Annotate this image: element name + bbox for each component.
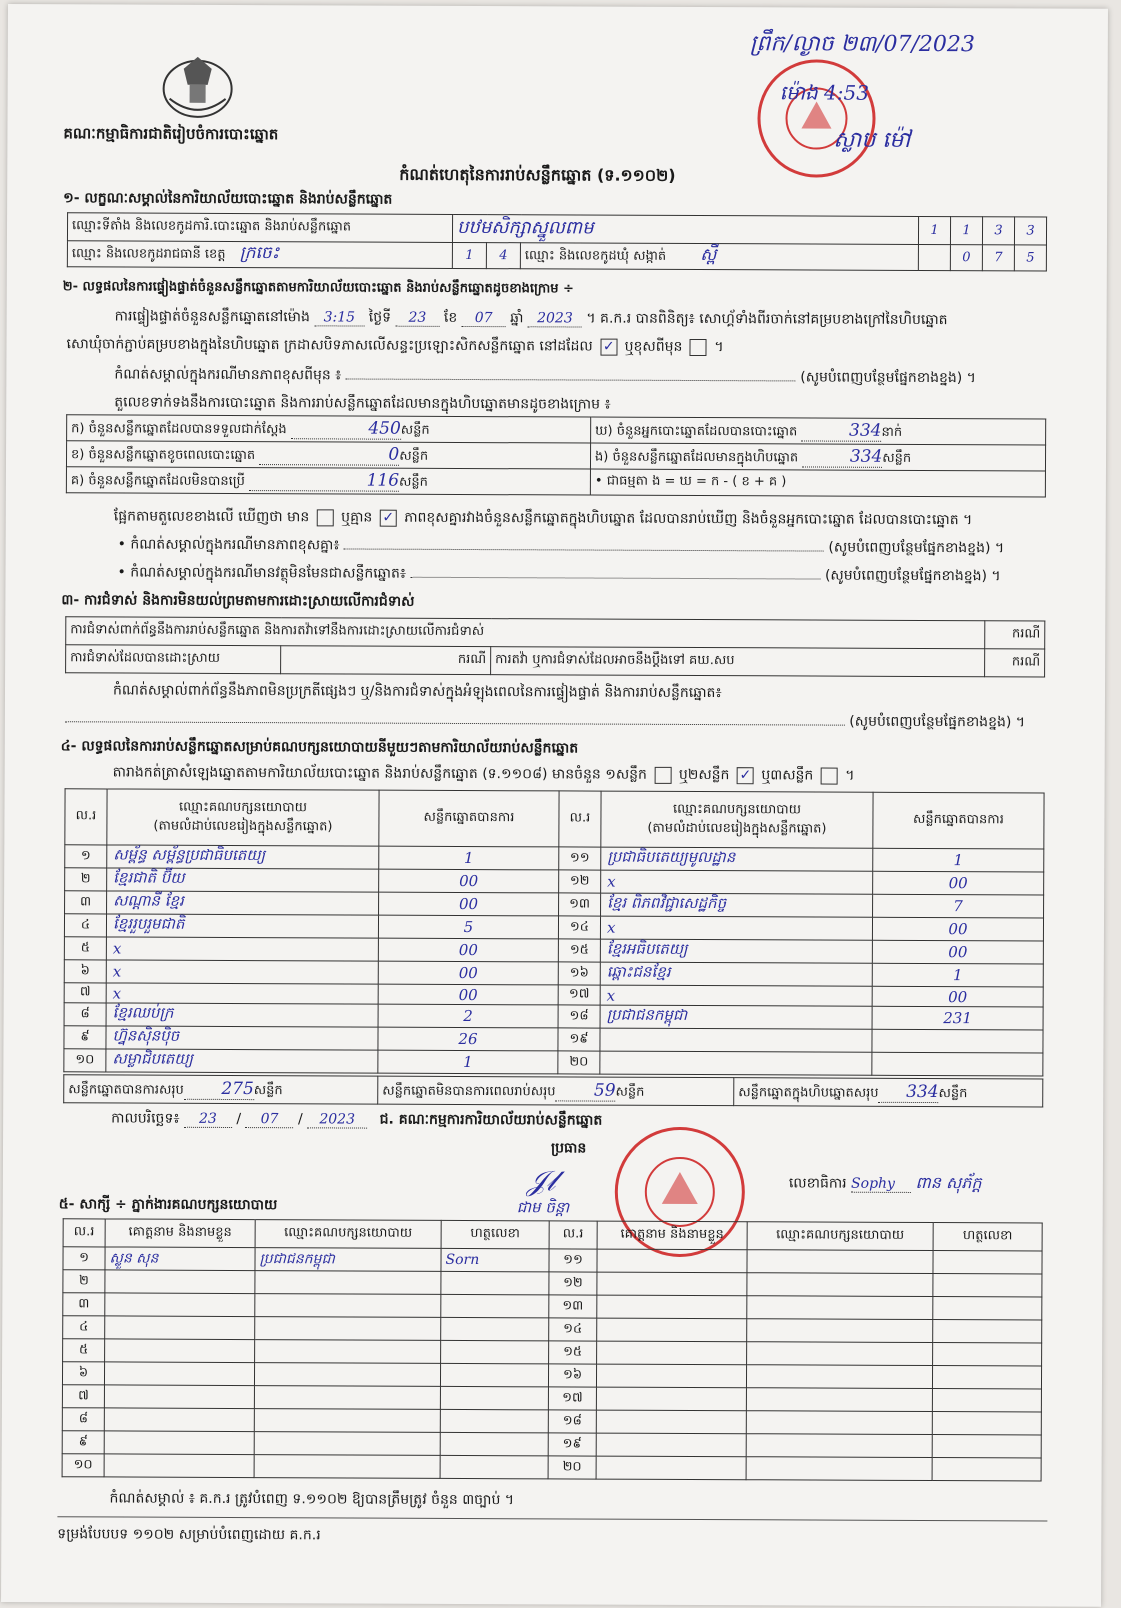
footer-note: កំណត់សម្គាល់ ៖ គ.ក.រ ត្រូវបំពេញ ទ.១១០២ ឱ្យបានត្រឹមត្រូវ ចំនួន ៣ច្បាប់ ។ (109, 1490, 515, 1509)
bullet-object (117, 562, 1000, 587)
count-formula: • ជាធម្មតា ង = ឃ = ក - ( ខ + គ ) (590, 469, 1045, 497)
witness-signature (933, 1320, 1042, 1343)
objection-case-1: ករណី (985, 621, 1045, 649)
total-invalid-label: សន្លឹកឆ្នោតមិនបានការពេលរាប់សរុប (382, 1083, 556, 1099)
results-party: ប្រជាជនកម្ពុជា (600, 1005, 872, 1029)
witness-name (104, 1362, 254, 1386)
results-col-party-left: ឈ្មោះគណបក្សនយោបាយ (តាមលំដាប់លេខរៀងក្នុងសន្លឹកឆ្នោត) (107, 789, 379, 846)
witness-col-party-right: ឈ្មោះគណបក្សនយោបាយ (747, 1222, 933, 1251)
received-time: ម៉ោង 4:53 (779, 80, 870, 105)
count-d (591, 417, 1046, 445)
witness-party (746, 1434, 932, 1458)
count-c-value: 116 (249, 470, 399, 492)
results-no: ១២ (559, 870, 601, 893)
witness-name (105, 1339, 255, 1363)
results-totals (63, 1074, 1043, 1107)
difference-note-label: កំណត់សម្គាល់ក្នុងករណីមានភាពខុសពីមុន ៖ (114, 366, 342, 384)
section2-heading: ២- លទ្ធផលនៃការផ្ទៀងផ្ទាត់ចំនួនសន្លឹកឆ្នោតតាមការិយាល័យបោះឆ្នោត និងរាប់សន្លឹកឆ្នោតដូចខាងក្រោម ÷ (62, 279, 574, 297)
results-no: ១៥ (558, 939, 600, 962)
witness-name (105, 1316, 255, 1340)
total-invalid-value: 59 (556, 1080, 616, 1101)
province-label: ឈ្មោះ និងលេខកូដរាជធានី ខេត្ត (71, 246, 226, 262)
commune-label: ឈ្មោះ និងលេខកូដឃុំ សង្កាត់ (524, 248, 667, 264)
witness-name (596, 1410, 746, 1434)
date-label: កាលបរិច្ឆេទ៖ (111, 1110, 180, 1127)
irregularity-fill-line (65, 708, 1025, 733)
results-votes: 26 (378, 1027, 558, 1051)
official-stamp-top (757, 59, 876, 178)
results-party: ខ្មែររួបរួមជាតិ (106, 914, 378, 938)
results-party: ខ្មែរ ពិភពវិជ្ជាសេដ្ឋកិច្ច (601, 893, 873, 917)
total-box-unit: សន្លឹក (938, 1085, 968, 1101)
secretary-name: ពាន សុភ័ក្ត (915, 1172, 982, 1193)
commune-code-1: 0 (950, 245, 982, 271)
results-table (63, 788, 1044, 1076)
different-label: ឬខុសពីមុន (624, 338, 683, 355)
verification-time: 3:15 (314, 309, 364, 326)
objection-case-3: ករណី (985, 649, 1045, 677)
difference-text: ភាពខុសគ្នារវាងចំនួនសន្លឹកឆ្នោតក្នុងហិបឆ្នោត ដែលបានរាប់ឃើញ និងចំនួនអ្នកបោះឆ្នោត ដែលបានបោះឆ្នោត ។ (404, 509, 973, 529)
results-votes: 00 (379, 869, 559, 893)
footer-divider (57, 1516, 1047, 1521)
difference-has-label: ផ្អែកតាមតួលេខខាងលើ ឃើញថា មាន (113, 508, 310, 526)
secretary-signature: Sophy (851, 1176, 911, 1193)
witness-col-no-right: ល.រ (549, 1221, 597, 1249)
witness-name (597, 1295, 747, 1319)
results-votes: 5 (378, 915, 558, 939)
date-day: 23 (184, 1111, 232, 1128)
results-party: សម្ព័ន្ធ សម្ព័ន្ធប្រជាធិបតេយ្យ (107, 845, 379, 869)
witness-party (254, 1386, 440, 1410)
results-party: ហ្វ៊ុនស៊ិនប៉ិច (106, 1026, 378, 1050)
witness-signature (441, 1294, 549, 1317)
witness-no: ១៤ (549, 1318, 597, 1341)
total-box-label: សន្លឹកឆ្នោតក្នុងហិបឆ្នោតសរុប (738, 1084, 879, 1101)
objection-case-2: ករណី (281, 646, 491, 675)
witness-table (62, 1218, 1043, 1481)
witness-col-no-left: ល.រ (63, 1219, 105, 1247)
witness-party (747, 1273, 933, 1297)
section4-intro-text: តារាងកត់ត្រាសំឡេងឆ្នោតតាមការិយាល័យបោះឆ្នោត និងរាប់សន្លឹកឆ្នោត (ទ.១១០៨) មានចំនួន ១សន្លឹក (112, 764, 648, 783)
one-sheet-checkbox[interactable] (654, 766, 671, 783)
witness-party (254, 1432, 440, 1456)
results-no: ៣ (65, 891, 107, 914)
witness-name (596, 1387, 746, 1411)
results-no: ៥ (64, 937, 106, 960)
secretary-line (789, 1171, 982, 1196)
witness-name (597, 1272, 747, 1296)
results-no: ១៦ (558, 962, 600, 985)
no-difference-label: ឬគ្មាន (341, 509, 373, 526)
witness-signature (932, 1458, 1041, 1481)
witness-signature (933, 1297, 1042, 1320)
seal-text: សោឃុំចាក់ភ្ជាប់គម្របខាងក្នុងនៃហិបឆ្នោត ក្រដាសបិទភាសលើសន្ទះប្រឡោះសិកសន្លឹកឆ្នោត នៅដដែល (66, 336, 593, 355)
results-votes: 00 (378, 984, 558, 1005)
witness-no: ១៨ (548, 1410, 596, 1433)
witness-name (104, 1408, 254, 1432)
witness-no: ២០ (548, 1456, 596, 1479)
witness-name (596, 1433, 746, 1457)
irregularity-fill: (សូមបំពេញបន្ថែមផ្នែកខាងខ្នង) ។ (849, 713, 1026, 731)
witness-name (597, 1341, 747, 1365)
witness-signature (440, 1386, 548, 1409)
witness-signature (933, 1251, 1042, 1274)
results-party: x (601, 870, 873, 894)
three-sheet-label: ឬ៣សន្លឹក (761, 767, 814, 784)
count-c-unit: សន្លឹក (399, 474, 428, 490)
objection-row1: ការជំទាស់ពាក់ព័ន្ធនឹងការរាប់សន្លឹកឆ្នោត និងការតវ៉ាទៅនឹងការដោះស្រាយលើការជំទាស់ (66, 617, 985, 649)
count-d-unit: នាក់ (881, 424, 903, 440)
section1-heading: ១- លក្ខណៈសម្គាល់នៃការិយាល័យបោះឆ្នោត និងរាប់សន្លឹកឆ្នោត (63, 190, 393, 208)
witness-signature (441, 1271, 549, 1294)
count-a-label: ក) ចំនួនសន្លឹកឆ្នោតដែលបានទទួលជាក់ស្តែង (71, 420, 287, 437)
committee-name: គណៈកម្មាធិការជាតិរៀបចំការបោះឆ្នោត (63, 124, 279, 144)
results-no: ១៣ (559, 893, 601, 916)
witness-signature (932, 1412, 1041, 1435)
witness-signature (440, 1455, 548, 1478)
witness-no: ៩ (62, 1431, 104, 1454)
bullet-difference-fill: (សូមបំពេញបន្ថែមផ្នែកខាងខ្នង) ។ (828, 539, 1005, 557)
count-c (66, 467, 590, 495)
results-col-party-right: ឈ្មោះគណបក្សនយោបាយ (តាមលំដាប់លេខរៀងក្នុងសន្លឹកឆ្នោត) (601, 791, 873, 848)
section4-heading: ៤- លទ្ធផលនៃការរាប់សន្លឹកឆ្នោតសម្រាប់គណបក្សនយោបាយនីមួយៗតាមការិយាល័យរាប់សន្លឹកឆ្នោត (60, 738, 579, 757)
witness-no: ២ (63, 1270, 105, 1293)
results-no: ១៤ (558, 916, 600, 939)
witness-party (255, 1340, 441, 1364)
document-sheet (1, 4, 1108, 1607)
same-checkbox[interactable]: ✓ (600, 338, 617, 355)
verification-month: 07 (462, 310, 506, 327)
difference-line (114, 506, 973, 531)
count-a-value: 450 (291, 418, 401, 439)
witness-signature (933, 1274, 1042, 1297)
secretary-label: លេខាធិការ (788, 1175, 847, 1192)
witness-name (596, 1456, 746, 1480)
witness-no: ១៥ (549, 1341, 597, 1364)
location-code-4: 3 (1014, 217, 1046, 245)
witness-no: ១២ (549, 1272, 597, 1295)
witness-party: ប្រជាជនកម្ពុជា (255, 1248, 441, 1272)
form-title: កំណត់ហេតុនៃការរាប់សន្លឹកឆ្នោត (ទ.១១០២) (399, 164, 676, 185)
province-code-1: 1 (452, 242, 486, 268)
witness-no: ១០ (62, 1454, 104, 1477)
witness-no: ៤ (63, 1316, 105, 1339)
results-party: ប្រជាធិបតេយ្យមូលដ្ឋាន (601, 847, 873, 871)
results-row (64, 1049, 1043, 1076)
bullet-difference (118, 534, 1005, 559)
counts-intro: តួលេខទាក់ទងនឹងការបោះឆ្នោត និងការរាប់សន្លឹកឆ្នោតដែលមានក្នុងហិបឆ្នោតមានដូចខាងក្រោម ៖ (114, 394, 611, 413)
witness-col-party-left: ឈ្មោះគណបក្សនយោបាយ (255, 1220, 441, 1249)
results-votes: 00 (872, 940, 1043, 964)
commune-code-3: 5 (1014, 245, 1046, 271)
witness-signature (440, 1363, 548, 1386)
results-party: x (600, 916, 872, 940)
witness-signature (440, 1409, 548, 1432)
count-c-label: គ) ចំនួនសន្លឹកឆ្នោតដែលមិនបានប្រើ (70, 472, 245, 489)
witness-row (62, 1454, 1041, 1481)
witness-signature (933, 1343, 1042, 1366)
results-party: x (600, 985, 872, 1006)
chair-signature: 𝒥𝓁 (526, 1164, 556, 1198)
national-emblem-icon (155, 49, 239, 121)
results-no: ៩ (64, 1026, 106, 1049)
form-footer: ទម្រង់បែបបទ ១១០២ សម្រាប់បំពេញដោយ គ.ក.រ (57, 1526, 321, 1544)
witness-col-sign-right: ហត្ថលេខា (933, 1223, 1042, 1251)
results-col-votes-right: សន្លឹកឆ្នោតបានការ (873, 792, 1044, 849)
day-label: ថ្ងៃទី (368, 309, 392, 326)
results-party (600, 1051, 872, 1075)
verification-text: ការផ្ទៀងផ្ទាត់ចំនួនសន្លឹកឆ្នោតនៅម៉ោង (114, 308, 310, 326)
date-month: 07 (246, 1111, 294, 1128)
results-no: ៨ (64, 1003, 106, 1026)
witness-name (597, 1249, 747, 1273)
witness-signature (440, 1432, 548, 1455)
results-no: ១១ (559, 847, 601, 870)
results-party: x (106, 983, 378, 1004)
witness-signature (441, 1340, 549, 1363)
location-code-1: 1 (918, 216, 950, 244)
results-col-no-right: ល.រ (559, 791, 601, 847)
count-b-unit: សន្លឹក (399, 448, 429, 464)
year-label: ឆ្នាំ (510, 310, 524, 327)
count-e-unit: សន្លឹក (882, 450, 912, 466)
witness-col-name-left: គោត្តនាម និងនាមខ្លួន (105, 1219, 255, 1248)
results-no: ១៨ (558, 1005, 600, 1028)
total-valid-value: 275 (184, 1078, 254, 1099)
witness-no: ១៦ (548, 1364, 596, 1387)
verification-year: 2023 (528, 310, 582, 327)
witness-name (104, 1385, 254, 1409)
results-party: សណ្តានី ខ្មែរ (107, 891, 379, 915)
chair-label: ប្រធាន (550, 1140, 587, 1157)
witness-name (105, 1270, 255, 1294)
witness-party (746, 1457, 932, 1481)
results-votes: 1 (379, 846, 559, 870)
results-votes: 2 (378, 1004, 558, 1028)
witness-party (254, 1363, 440, 1387)
results-votes: 231 (872, 1006, 1043, 1030)
total-valid-unit: សន្លឹក (253, 1082, 283, 1098)
commune-code-2: 7 (982, 245, 1014, 271)
results-votes: 00 (873, 871, 1044, 895)
witness-no: ៨ (62, 1408, 104, 1431)
location-code-2: 1 (950, 217, 982, 245)
count-e-label: ង) ចំនួនសន្លឹកឆ្នោតដែលមានក្នុងហិបឆ្នោត (594, 449, 799, 465)
results-votes: 7 (873, 894, 1044, 918)
verification-line-2: សោឃុំចាក់ភ្ជាប់គម្របខាងក្នុងនៃហិបឆ្នោត ក្រដាសបិទភាសលើសន្ទះប្រឡោះសិកសន្លឹកឆ្នោត នៅដដែល ✓ ឬខុសពីមុន ។ (66, 336, 724, 356)
results-party (600, 1028, 872, 1052)
witness-signature (932, 1389, 1041, 1412)
section5-heading: ៥- សាក្សី ÷ ភ្នាក់ងារគណបក្សនយោបាយ (58, 1196, 278, 1214)
witness-no: ១៧ (548, 1387, 596, 1410)
results-no: ១៧ (558, 985, 600, 1005)
count-b-label: ខ) ចំនួនសន្លឹកឆ្នោតខូចពេលបោះឆ្នោត (71, 446, 256, 463)
bullet-object-fill: (សូមបំពេញបន្ថែមផ្នែកខាងខ្នង) ។ (824, 567, 1001, 585)
witness-party (747, 1342, 933, 1366)
count-e-value: 334 (802, 446, 882, 467)
total-valid-label: សន្លឹកឆ្នោតបានការសរុប (68, 1081, 184, 1098)
witness-name: ស្លួន សុន (105, 1247, 255, 1271)
results-party: ខ្មែរជាតិ ប៊ីយ (107, 868, 379, 892)
count-a-unit: សន្លឹក (400, 422, 430, 438)
objection-appeal: ការតវ៉ា ឬការជំទាស់ដែលអាចនឹងប្តឹងទៅ គឃ.សប (491, 647, 985, 677)
total-box-value: 334 (879, 1081, 939, 1102)
results-votes (872, 1052, 1043, 1076)
objection-resolved: ការជំទាស់ដែលបានដោះស្រាយ (66, 645, 281, 674)
results-no: ១ (65, 845, 107, 868)
different-checkbox[interactable] (690, 338, 707, 355)
witness-party (747, 1296, 933, 1320)
results-party: ខ្មែរឈប់ក្រ (106, 1003, 378, 1027)
results-votes: 00 (872, 986, 1043, 1007)
results-party: x (106, 937, 378, 961)
witness-name (597, 1318, 747, 1342)
bullet-object-label: • កំណត់សម្គាល់ក្នុងករណីមានវត្ថុមិនមែនជាសន្លឹកឆ្នោត៖ (117, 564, 407, 582)
section1-table (67, 212, 1047, 271)
witness-name (596, 1364, 746, 1388)
total-invalid-unit: សន្លឹក (615, 1084, 645, 1100)
witness-col-sign-left: ហត្ថលេខា (441, 1220, 549, 1248)
fill-note: (សូមបំពេញបន្ថែមផ្នែកខាងខ្នង) ។ (800, 369, 976, 387)
results-no: ៧ (64, 983, 106, 1003)
results-no: ៦ (64, 960, 106, 983)
location-value: បឋមសិក្សាស្នួលពាម (452, 214, 918, 244)
no-difference-checkbox[interactable]: ✓ (380, 509, 397, 526)
witness-no: ១ (63, 1247, 105, 1270)
results-no: ១០ (64, 1049, 106, 1072)
witness-party (746, 1365, 932, 1389)
results-votes: 00 (378, 938, 558, 962)
witness-name (105, 1293, 255, 1317)
bullet-difference-label: • កំណត់សម្គាល់ក្នុងករណីមានភាពខុសគ្នា៖ (117, 536, 340, 554)
results-votes: 1 (873, 848, 1044, 872)
results-no: ៤ (64, 914, 106, 937)
count-e (590, 443, 1045, 471)
two-sheet-label: ឬ២សន្លឹក (678, 766, 730, 784)
witness-signature (932, 1366, 1041, 1389)
witness-no: ១១ (549, 1249, 597, 1272)
irregularity-note: កំណត់សម្គាល់ពាក់ព័ន្ធនឹងភាពមិនប្រក្រតីផ្សេងៗ ឬ/និងការជំទាស់ក្នុងអំឡុងពេលនៃការផ្ទៀងផ្ទាត់ និងការរាប់សន្លឹកឆ្នោត៖ (112, 682, 722, 702)
witness-no: ៥ (63, 1339, 105, 1362)
verification-text-end: ។ គ.ក.រ បានពិនិត្យ៖ សោហ្គ័ទាំងពីរចាក់នៅគម្របខាងក្រៅនៃហិបឆ្នោត (586, 310, 948, 329)
month-label: ខែ (443, 309, 458, 326)
witness-no: ៧ (62, 1385, 104, 1408)
three-sheet-checkbox[interactable] (821, 767, 838, 784)
witness-signature (441, 1317, 549, 1340)
section4-intro: តារាងកត់ត្រាសំឡេងឆ្នោតតាមការិយាល័យបោះឆ្នោត និងរាប់សន្លឹកឆ្នោត (ទ.១១០៨) មានចំនួន ១សន្លឹក ឬ២សន្លឹក ✓ ឬ៣សន្លឹក ។ (112, 764, 855, 784)
witness-no: ១៣ (549, 1295, 597, 1318)
objection-table (65, 616, 1045, 677)
difference-note-line (114, 364, 976, 389)
section3-heading: ៣- ការជំទាស់ និងការមិនយល់ព្រមតាមការដោះស្រាយលើការជំទាស់ (61, 592, 415, 610)
witness-signature: Sorn (441, 1248, 549, 1271)
witness-party (254, 1409, 440, 1433)
witness-party (747, 1250, 933, 1274)
signature-date-line: កាលបរិច្ឆេទ៖ 23 / 07 / 2023 ជ. គណៈកម្មការការិយាល័យរាប់សន្លឹកឆ្នោត (111, 1110, 603, 1129)
results-votes: 1 (378, 1050, 558, 1074)
results-votes: 00 (379, 892, 559, 916)
location-code-3: 3 (982, 217, 1014, 245)
location-label: ឈ្មោះទីតាំង និងលេខកូដការិ.បោះឆ្នោត និងរាប់សន្លឹកឆ្នោត (67, 213, 452, 243)
witness-no: ១៩ (548, 1433, 596, 1456)
received-signature: ស្លាប ម៉ៅ (833, 127, 911, 153)
results-no: ២០ (558, 1051, 600, 1074)
counts-table (66, 414, 1046, 497)
witness-party (746, 1411, 932, 1435)
results-party: ឆ្ពោះជនខ្មែរ (600, 962, 872, 986)
received-note: ព្រឹក/ល្ងាច ២៣/07/2023 (749, 31, 975, 58)
results-party: x (106, 960, 378, 984)
results-votes: 00 (378, 961, 558, 985)
witness-name (104, 1454, 254, 1478)
results-votes: 00 (872, 917, 1043, 941)
witness-party (746, 1388, 932, 1412)
date-year: 2023 (307, 1111, 367, 1128)
witness-party (254, 1455, 440, 1479)
count-a (67, 415, 591, 443)
witness-party (255, 1317, 441, 1341)
results-party: ខ្មែរអធិបតេយ្យ (600, 939, 872, 963)
witness-no: ៣ (63, 1293, 105, 1316)
has-difference-checkbox[interactable] (317, 509, 334, 526)
witness-signature (932, 1435, 1041, 1458)
commune-value: ស្ពឺ (700, 245, 717, 266)
count-b-value: 0 (259, 444, 399, 466)
results-no: ១៩ (558, 1028, 600, 1051)
results-votes: 1 (872, 963, 1043, 987)
verification-day: 23 (395, 310, 439, 327)
results-col-no-left: ល.រ (65, 789, 107, 845)
results-no: ២ (65, 868, 107, 891)
two-sheet-checkbox[interactable]: ✓ (737, 767, 754, 784)
results-party: សម្លាជិបតេយ្យ (106, 1049, 378, 1073)
witness-col-name-right: គោត្តនាម និងនាមខ្លួន (597, 1221, 747, 1250)
results-col-votes-left: សន្លឹកឆ្នោតបានការ (379, 790, 559, 847)
chair-name: ជាម ចិន្តា (516, 1198, 570, 1217)
committee-sign-label: ជ. គណៈកម្មការការិយាល័យរាប់សន្លឹកឆ្នោត (379, 1111, 603, 1129)
count-d-label: ឃ) ចំនួនអ្នកបោះឆ្នោតដែលបានបោះឆ្នោត (595, 423, 798, 439)
results-votes (872, 1029, 1043, 1053)
province-code-2: 4 (486, 243, 520, 269)
witness-party (255, 1271, 441, 1295)
province-value: ក្រចេះ (239, 243, 280, 264)
witness-name (104, 1431, 254, 1455)
witness-party (255, 1294, 441, 1318)
witness-no: ៦ (62, 1362, 104, 1385)
count-b (66, 441, 590, 469)
witness-party (747, 1319, 933, 1343)
verification-line-1 (115, 306, 948, 331)
count-d-value: 334 (801, 420, 881, 441)
